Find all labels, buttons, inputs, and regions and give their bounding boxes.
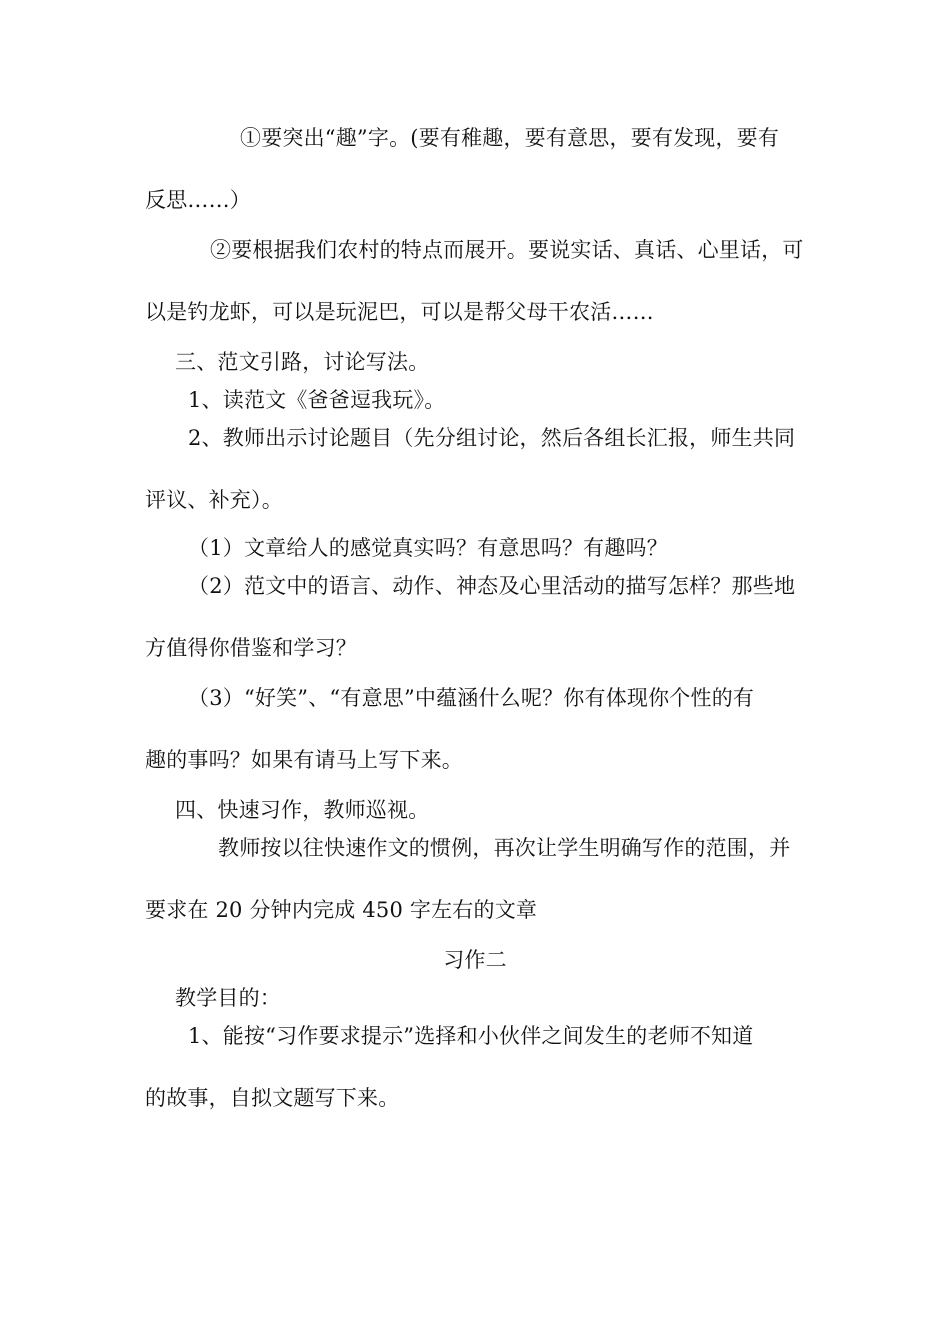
- list-item: （2）范文中的语言、动作、神态及心里活动的描写怎样？那些地: [188, 574, 796, 598]
- list-item: （3）“好笑”、“有意思”中蕴涵什么呢？你有体现你个性的有: [188, 686, 755, 710]
- section-heading: 三、范文引路，讨论写法。: [175, 350, 430, 374]
- paragraph-line: 的故事，自拟文题写下来。: [145, 1086, 400, 1110]
- list-item: 1、读范文《爸爸逗我玩》。: [188, 388, 446, 412]
- paragraph-line: 教师按以往快速作文的惯例，再次让学生明确写作的范围，并: [218, 836, 791, 860]
- paragraph-line: 趣的事吗？如果有请马上写下来。: [145, 748, 463, 772]
- paragraph-line: 要求在 20 分钟内完成 450 字左右的文章: [145, 898, 538, 922]
- list-item: 2、教师出示讨论题目（先分组讨论，然后各组长汇报，师生共同: [188, 426, 796, 450]
- section-title: 习作二: [443, 948, 507, 972]
- paragraph-line: 反思……）: [145, 188, 251, 212]
- paragraph-line: ②要根据我们农村的特点而展开。要说实话、真话、心里话，可: [210, 238, 804, 262]
- list-item: （1）文章给人的感觉真实吗？有意思吗？有趣吗？: [188, 536, 668, 560]
- paragraph-line: 评议、补充）。: [145, 488, 283, 512]
- list-item: 1、能按“习作要求提示”选择和小伙伴之间发生的老师不知道: [188, 1024, 754, 1048]
- paragraph-line: ①要突出“趣”字。(要有稚趣，要有意思，要有发现，要有: [240, 126, 780, 150]
- subheading: 教学目的：: [175, 986, 281, 1010]
- paragraph-line: 方值得你借鉴和学习？: [145, 636, 357, 660]
- section-heading: 四、快速习作，教师巡视。: [175, 798, 430, 822]
- paragraph-line: 以是钓龙虾，可以是玩泥巴，可以是帮父母干农活……: [145, 300, 654, 324]
